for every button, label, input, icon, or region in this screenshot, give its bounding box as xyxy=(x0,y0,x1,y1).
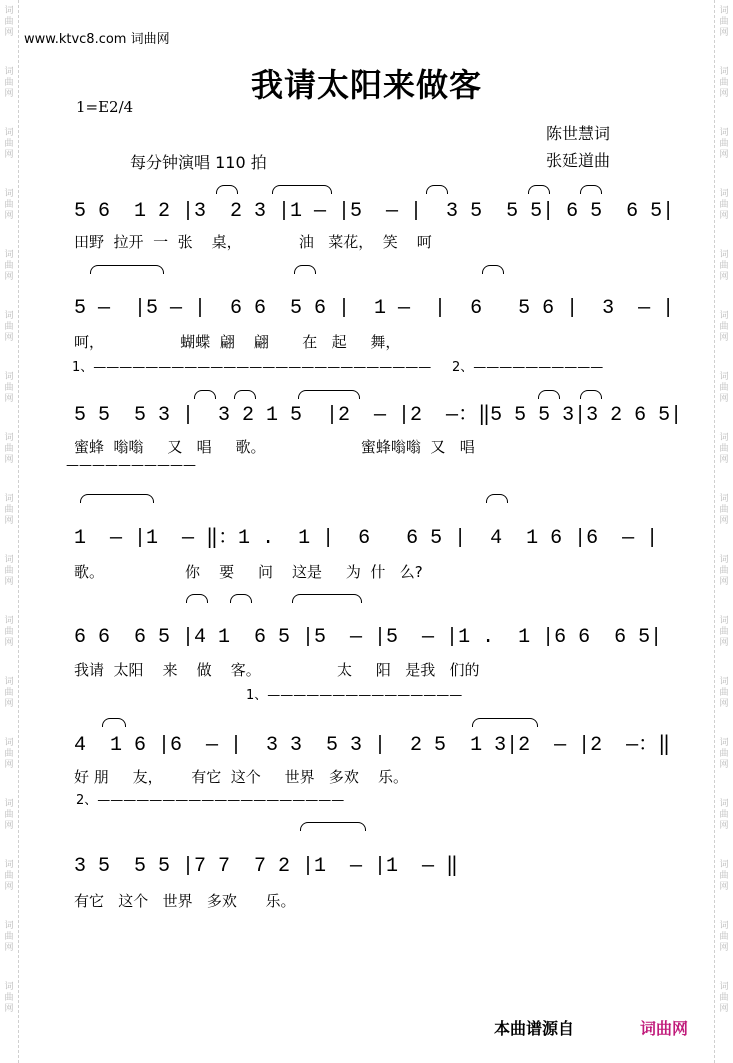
slur xyxy=(294,265,316,274)
slur xyxy=(426,185,448,194)
slur xyxy=(186,594,208,603)
slur xyxy=(216,185,238,194)
slur xyxy=(230,594,252,603)
watermark-mark: 词 曲 网 xyxy=(4,67,14,99)
watermark-mark: 词 曲 网 xyxy=(719,921,729,953)
lyrics-row-3: 蜜蜂 嗡嗡 又 唱 歌。 蜜蜂嗡嗡 又 唱 xyxy=(74,438,475,456)
watermark-mark: 词 曲 网 xyxy=(719,433,729,465)
lyrics-row-4: 歌。 你 要 问 这是 为 什 么? xyxy=(74,563,423,581)
lyrics-row-6: 好 朋 友， 有它 这个 世界 多欢 乐。 xyxy=(74,768,408,786)
watermark-mark: 词 曲 网 xyxy=(4,494,14,526)
watermark-mark: 词 曲 网 xyxy=(719,799,729,831)
lyrics-row-1: 田野 拉开 一 张 桌， 油 菜花， 笑 呵 xyxy=(74,233,432,251)
watermark-mark: 词 曲 网 xyxy=(719,616,729,648)
site-header: www.ktvc8.com 词曲网 xyxy=(24,32,170,47)
watermark-mark: 词 曲 网 xyxy=(719,189,729,221)
notation-row-7: 3 5 5 5 |7 7 7 2 |1 — |1 — ‖ xyxy=(74,855,459,878)
slur xyxy=(272,185,332,194)
notation-row-6: 4 1 6 |6 — | 3 3 5 3 | 2 5 1 3|2 — |2 —：‖ xyxy=(74,734,671,757)
watermark-mark: 词 曲 网 xyxy=(719,494,729,526)
slur xyxy=(300,822,366,831)
watermark-mark: 词 曲 网 xyxy=(719,677,729,709)
watermark-mark: 词 曲 网 xyxy=(719,372,729,404)
second-ending-bracket: 2、—————————— xyxy=(452,360,604,375)
watermark-mark: 词 曲 网 xyxy=(719,250,729,282)
watermark-mark: 词 曲 网 xyxy=(719,555,729,587)
watermark-mark: 词 曲 网 xyxy=(4,433,14,465)
notation-row-2: 5 — |5 — | 6 6 5 6 | 1 — | 6 5 6 | 3 — | xyxy=(74,297,675,320)
slur xyxy=(194,390,216,399)
footer-brand-logo[interactable]: 词曲网 xyxy=(640,1019,689,1038)
notation-row-4: 1 — |1 — ‖：1 . 1 | 6 6 5 | 4 1 6 |6 — | xyxy=(74,527,659,550)
volta-1: 1、 xyxy=(246,688,268,703)
watermark-mark: 词 曲 网 xyxy=(4,555,14,587)
lyrics-row-2: 呵， 蝴蝶 翩 翩 在 起 舞， xyxy=(74,333,401,351)
watermark-mark: 词 曲 网 xyxy=(719,6,729,38)
watermark-mark: 词 曲 网 xyxy=(719,311,729,343)
notation-row-3: 5 5 5 3 | 3 2 1 5 |2 — |2 —：‖5 5 5 3|3 2 6 5| xyxy=(74,404,683,427)
watermark-mark: 词 曲 网 xyxy=(719,860,729,892)
tempo-marking: 每分钟演唱 110 拍 xyxy=(130,153,267,172)
watermark-mark: 词 曲 网 xyxy=(719,738,729,770)
watermark-mark: 词 曲 网 xyxy=(4,982,14,1014)
slur xyxy=(580,185,602,194)
watermark-mark: 词 曲 网 xyxy=(719,67,729,99)
notation-row-5: 6 6 6 5 |4 1 6 5 |5 — |5 — |1 . 1 |6 6 6 5| xyxy=(74,626,663,649)
watermark-mark: 词 曲 网 xyxy=(4,372,14,404)
volta-2: 2、 xyxy=(76,793,98,808)
watermark-mark: 词 曲 网 xyxy=(4,128,14,160)
slur xyxy=(90,265,164,274)
watermark-mark: 词 曲 网 xyxy=(4,311,14,343)
watermark-mark: 词 曲 网 xyxy=(4,250,14,282)
slur xyxy=(538,390,560,399)
first-ending-bracket: 1、——————————————— xyxy=(246,688,463,703)
notation-row-1: 5 6 1 2 |3 2 3 |1 — |5 — | 3 5 5 5| 6 5 6 5| xyxy=(74,200,675,223)
song-title: 我请太阳来做客 xyxy=(250,66,482,104)
slur xyxy=(580,390,602,399)
slur xyxy=(486,494,508,503)
composer-credit: 张延道曲 xyxy=(546,151,611,170)
watermark-mark: 词 曲 网 xyxy=(4,738,14,770)
watermark-mark: 词 曲 网 xyxy=(4,616,14,648)
watermark-mark: 词 曲 网 xyxy=(4,799,14,831)
slur xyxy=(298,390,360,399)
watermark-mark: 词 曲 网 xyxy=(719,982,729,1014)
watermark-mark: 词 曲 网 xyxy=(719,128,729,160)
slur xyxy=(80,494,154,503)
footer-source-label: 本曲谱源自 xyxy=(494,1019,575,1038)
second-ending-bracket: 2、——————————————————— xyxy=(76,793,345,808)
key-signature: 1=E2/4 xyxy=(76,98,134,116)
volta-1: 1、 xyxy=(72,360,94,375)
watermark-mark: 词 曲 网 xyxy=(4,189,14,221)
watermark-mark: 词 曲 网 xyxy=(4,921,14,953)
first-ending-bracket-continued: —————————— xyxy=(66,458,196,473)
slur xyxy=(482,265,504,274)
lyrics-row-7: 有它 这个 世界 多欢 乐。 xyxy=(74,892,296,910)
first-ending-bracket: 1、—————————————————————————— xyxy=(72,360,432,375)
lyricist-credit: 陈世慧词 xyxy=(546,124,611,143)
slur xyxy=(292,594,362,603)
watermark-mark: 词 曲 网 xyxy=(4,860,14,892)
volta-2: 2、 xyxy=(452,360,474,375)
lyrics-row-5: 我请 太阳 来 做 客。 太 阳 是我 们的 xyxy=(74,661,480,679)
credits xyxy=(546,120,610,174)
slur xyxy=(528,185,550,194)
slur xyxy=(234,390,256,399)
slur xyxy=(102,718,126,727)
watermark-mark: 词 曲 网 xyxy=(4,677,14,709)
watermark-mark: 词 曲 网 xyxy=(4,6,14,38)
slur xyxy=(472,718,538,727)
